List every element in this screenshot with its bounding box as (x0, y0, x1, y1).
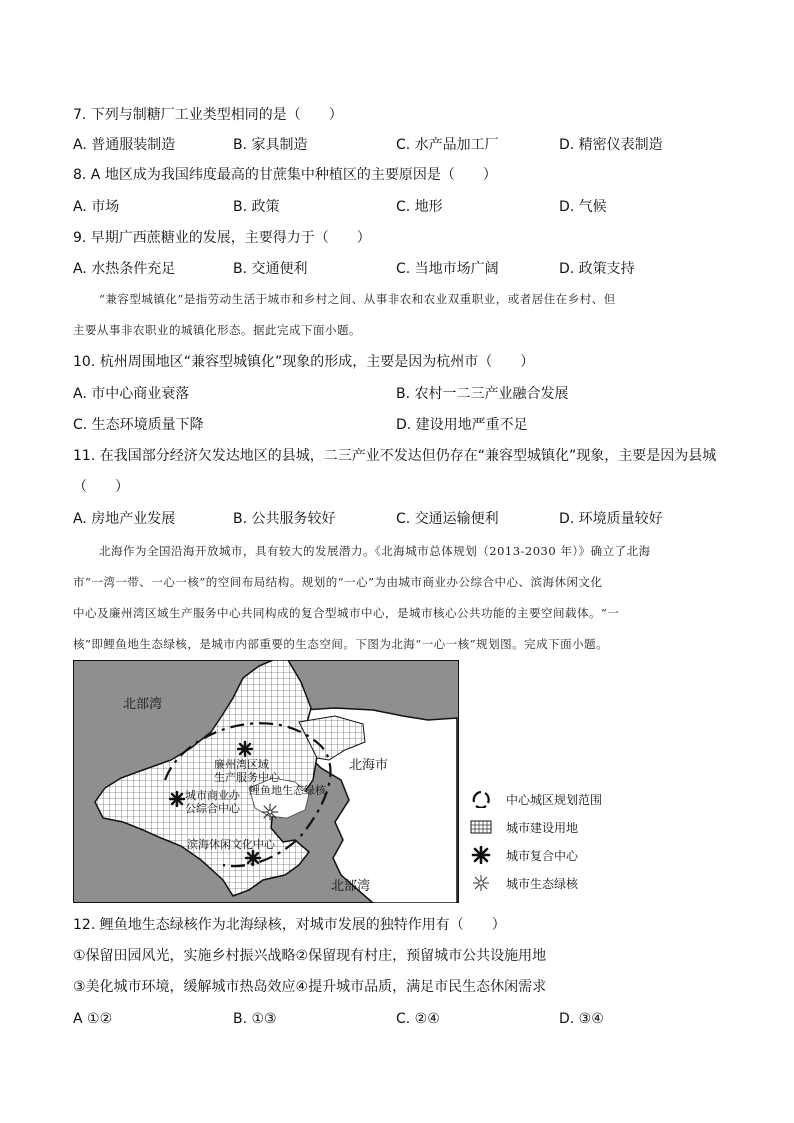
map-label-binhai: 滨海休闲文化中心 (187, 839, 275, 851)
q12-option-b: B. ①③ (233, 1011, 277, 1027)
legend-item-construction-land (470, 817, 578, 837)
q7-option-c: C. 水产品加工厂 (396, 137, 499, 153)
green-core-sparkle (262, 804, 278, 820)
q12-option-d: D. ③④ (559, 1011, 604, 1027)
q10-option-c: C. 生态环境质量下降 (73, 417, 204, 433)
q10-option-d: D. 建设用地严重不足 (396, 417, 528, 433)
passage-2-line-4: 核”即鲤鱼地生态绿核，是城市内部重要的生态空间。下图为北海“一心一核”规划图。完成下面小题。 (73, 637, 609, 651)
composite-center-commercial (170, 792, 184, 806)
q12-statements-1: ①保留田园风光，实施乡村振兴战略②保留现有村庄，预留城市公共设施用地 (73, 948, 547, 964)
question-8-stem: 8. A 地区成为我国纬度最高的甘蔗集中种植区的主要原因是（ ） (73, 167, 497, 183)
question-11-stem-line-1: 11. 在我国部分经济欠发达地区的县城，二三产业不发达但仍存在“兼容型城镇化”现象，主要是因为县城 (73, 448, 717, 464)
composite-center-binhai (246, 851, 260, 865)
q9-option-a: A. 水热条件充足 (73, 261, 176, 277)
map-label-liyu: 鲤鱼地生态绿核 (249, 785, 326, 797)
legend-item-green-core (470, 873, 578, 893)
asterisk-icon (470, 846, 492, 864)
question-7-stem: 7. 下列与制糖厂工业类型相同的是（ ） (73, 107, 343, 123)
q9-option-d: D. 政策支持 (559, 261, 635, 277)
legend-item-planning-range (470, 789, 602, 809)
passage-compatible-urbanization (73, 285, 723, 314)
passage-1-line-2: 主要从事非农职业的城镇化形态。据此完成下面小题。 (73, 323, 361, 337)
q8-option-a: A. 市场 (73, 199, 120, 215)
question-12-stem: 12. 鲤鱼地生态绿核作为北海绿核，对城市发展的独特作用有（ ） (73, 917, 506, 933)
map-label-commercial-1: 城市商业办 (185, 790, 240, 802)
q12-option-a: A ①② (73, 1011, 113, 1027)
q12-statements-2: ③美化城市环境，缓解城市热岛效应④提升城市品质，满足市民生态休闲需求 (73, 979, 547, 995)
q12-option-c: C. ②④ (396, 1011, 440, 1027)
passage-2-line-1: 北海作为全国沿海开放城市，具有较大的发展潜力。《北海城市总体规划（2013-2030 年）》确立了北海 (99, 544, 651, 558)
question-9-stem: 9. 早期广西蔗糖业的发展，主要得力于（ ） (73, 230, 371, 246)
map-label-bay-bottom: 北部湾 (331, 878, 371, 893)
q7-option-d: D. 精密仪表制造 (559, 137, 663, 153)
q10-option-b: B. 农村一二三产业融合发展 (396, 386, 569, 402)
passage-2-line-3: 中心及廉州湾区域生产服务中心共同构成的复合型城市中心，是城市核心公共功能的主要空间载体。“一 (73, 606, 620, 620)
q7-option-b: B. 家具制造 (233, 137, 308, 153)
legend-item-composite-center (470, 845, 578, 865)
beihai-plan-map (73, 660, 459, 903)
legend-label-green-core: 城市生态绿核 (506, 876, 579, 891)
q7-option-a: A. 普通服装制造 (73, 137, 176, 153)
q8-option-d: D. 气候 (559, 199, 607, 215)
sparkle-icon (470, 874, 492, 892)
map-label-lianzhou-1: 廉州湾区域 (214, 759, 269, 771)
q11-option-d: D. 环境质量较好 (559, 511, 663, 527)
map-label-beihai-city: 北海市 (349, 757, 389, 772)
q11-option-b: B. 公共服务较好 (233, 511, 336, 527)
dashed-circle-icon (470, 790, 492, 808)
question-11-stem-line-2: （ ） (73, 479, 129, 495)
map-label-commercial-2: 公综合中心 (185, 803, 240, 815)
passage-beihai (73, 536, 723, 660)
q9-option-c: C. 当地市场广阔 (396, 261, 499, 277)
composite-center-lianzhou (238, 742, 252, 756)
legend-label-construction-land: 城市建设用地 (506, 820, 579, 835)
passage-2-line-2: 市“一湾一带、一心一核”的空间布局结构。规划的“一心”为由城市商业办公综合中心、滨海休闲文化 (73, 575, 603, 589)
legend-label-composite-center: 城市复合中心 (506, 848, 579, 863)
map-label-lianzhou-2: 生产服务中心 (214, 772, 280, 784)
q8-option-c: C. 地形 (396, 199, 443, 215)
passage-1-line-1: “兼容型城镇化”是指劳动生活于城市和乡村之间、从事非农和农业双重职业，或者居住在乡村、但 (99, 292, 616, 306)
map-label-bay-top: 北部湾 (123, 696, 163, 711)
legend-label-planning-range: 中心城区规划范围 (506, 792, 603, 807)
passage-1-cont (73, 316, 723, 345)
q9-option-b: B. 交通便利 (233, 261, 308, 277)
question-10-stem: 10. 杭州周围地区“兼容型城镇化”现象的形成，主要是因为杭州市（ ） (73, 354, 535, 370)
q11-option-a: A. 房地产业发展 (73, 511, 176, 527)
q10-option-a: A. 市中心商业衰落 (73, 386, 190, 402)
q11-option-c: C. 交通运输便利 (396, 511, 499, 527)
q8-option-b: B. 政策 (233, 199, 280, 215)
grid-square-icon (470, 818, 492, 836)
